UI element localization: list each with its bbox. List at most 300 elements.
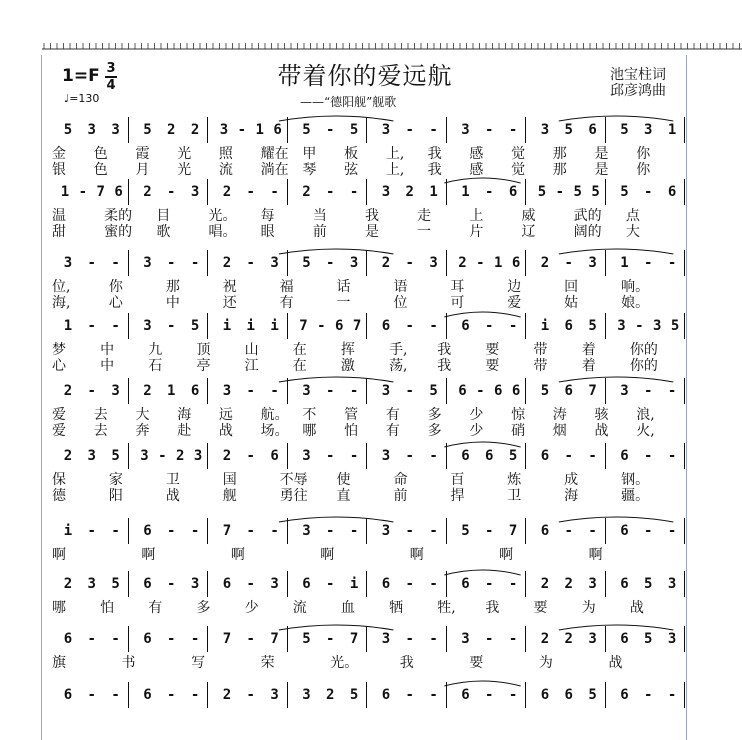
note: 6: [540, 523, 550, 539]
lyric-syllable: 牺: [389, 600, 404, 616]
note: -: [167, 523, 176, 539]
lyric-syllable: 战: [608, 655, 623, 671]
note: -: [349, 448, 359, 464]
note: 6: [143, 523, 152, 539]
lyric-line: [50, 276, 690, 295]
lyric-syllable: 片: [469, 224, 484, 240]
lyric-syllable: 着: [581, 342, 596, 358]
note: -: [349, 523, 359, 539]
lyric-syllable: 威: [521, 208, 536, 224]
lyric-syllable: 上,: [385, 162, 405, 178]
note: 3: [143, 318, 152, 334]
note: 5: [564, 122, 573, 138]
note: -: [326, 576, 335, 592]
note: 5: [508, 448, 518, 464]
note: -: [326, 448, 335, 464]
note: 6: [508, 184, 518, 200]
lyric-syllable: 色: [93, 162, 108, 178]
lyric-syllable: 九: [148, 342, 163, 358]
note: 3: [667, 576, 677, 592]
note: 6: [143, 687, 152, 703]
lyric-syllable: 点: [625, 208, 640, 224]
lyric-syllable: 耀在: [260, 146, 289, 162]
lyric-line: [50, 355, 690, 374]
note: 1: [461, 184, 470, 200]
score-system: [50, 318, 690, 374]
time-bottom: 4: [106, 77, 116, 93]
lyric-line: [50, 469, 690, 488]
lyric-syllable: 甲: [302, 146, 317, 162]
note: 6: [485, 448, 494, 464]
lyric-line: [50, 143, 690, 162]
note: 3: [302, 523, 311, 539]
note: -: [111, 523, 120, 539]
lyric-syllable: 命: [393, 472, 408, 488]
note: 5: [190, 318, 200, 334]
lyric-syllable: 有: [385, 423, 400, 439]
lyric-syllable: 金: [52, 146, 66, 162]
notation-row: [50, 122, 690, 144]
note: -: [667, 255, 677, 271]
note: -: [644, 383, 653, 399]
slur-layer: [50, 678, 686, 688]
note: 5: [302, 631, 311, 647]
lyric-syllable: 航。: [260, 407, 289, 423]
note: 2: [167, 122, 176, 138]
note: 3: [617, 318, 626, 334]
lyric-syllable: 祝: [222, 279, 237, 295]
lyric-line: [50, 159, 690, 178]
lyric-syllable: 光: [177, 146, 192, 162]
lyric-syllable: 你的: [629, 342, 658, 358]
slur-arc: [444, 178, 520, 183]
note: -: [429, 523, 438, 539]
note: 5: [588, 687, 597, 703]
lyric-syllable: 为: [538, 655, 553, 671]
tempo-marking: ♩=130: [64, 92, 100, 105]
note: -: [111, 318, 120, 334]
lyric-syllable: 浪,: [636, 407, 655, 423]
lyric-syllable: 保: [52, 472, 66, 488]
lyric-syllable: 是: [365, 224, 379, 240]
lyric-syllable: 成: [564, 472, 579, 488]
lyric-syllable: 山: [244, 342, 259, 358]
note: -: [111, 687, 120, 703]
lyric-syllable: 蜜的: [104, 224, 133, 240]
note: 3: [302, 687, 311, 703]
note: 3: [222, 383, 232, 399]
lyric-syllable: 石: [148, 358, 163, 374]
lyric-syllable: 福: [279, 279, 294, 295]
note: 3: [143, 255, 152, 271]
lyric-syllable: 啊: [499, 547, 514, 563]
note: -: [326, 122, 335, 138]
note: 6: [190, 383, 200, 399]
note: 6: [461, 576, 470, 592]
composer-credit: 邱彦鸿曲: [610, 83, 666, 99]
lyric-line: [50, 339, 690, 358]
note: 3: [270, 576, 279, 592]
page-left-border: [41, 55, 42, 740]
note: 3: [588, 255, 597, 271]
note: -: [78, 184, 88, 200]
lyric-syllable: 有: [279, 295, 294, 311]
lyric-syllable: 我: [427, 162, 442, 178]
lyric-syllable: 少: [244, 600, 259, 616]
notation-row: [50, 383, 690, 405]
note: 2: [405, 184, 414, 200]
time-signature: [105, 62, 117, 92]
note: 1: [167, 383, 176, 399]
lyric-syllable: 战: [218, 423, 233, 439]
note: -: [87, 255, 96, 271]
note: -: [270, 184, 279, 200]
slur-layer: [50, 309, 686, 319]
note: 3: [190, 576, 200, 592]
note: 3: [381, 448, 391, 464]
lyric-syllable: 牲,: [437, 600, 456, 616]
note: -: [190, 523, 200, 539]
note: 7: [508, 523, 518, 539]
note: 2: [222, 184, 232, 200]
lyric-syllable: 当: [312, 208, 327, 224]
lyric-syllable: 目: [156, 208, 171, 224]
note: -: [485, 318, 494, 334]
lyric-syllable: 前: [393, 488, 408, 504]
lyric-syllable: 怕: [100, 600, 115, 616]
slur-layer: [50, 567, 686, 577]
lyric-syllable: 哪: [302, 423, 317, 439]
note: 6: [564, 687, 573, 703]
note: 2: [222, 255, 232, 271]
lyric-syllable: 场。: [260, 423, 289, 439]
lyric-syllable: 国: [222, 472, 237, 488]
lyric-syllable: 感: [469, 146, 484, 162]
lyric-syllable: 觉: [511, 146, 526, 162]
lyric-syllable: 前: [312, 224, 327, 240]
note: 1: [60, 184, 70, 200]
note: 3: [381, 122, 391, 138]
note: 5: [540, 383, 550, 399]
lyric-syllable: 那: [552, 146, 567, 162]
lyric-syllable: 炼: [507, 472, 522, 488]
note: -: [635, 318, 644, 334]
lyric-syllable: 卫: [165, 472, 180, 488]
note: 3: [461, 122, 470, 138]
slur-arc: [279, 517, 393, 522]
note: 3: [381, 184, 391, 200]
lyric-line: [50, 292, 690, 311]
lyric-syllable: 旗: [52, 655, 66, 671]
lyric-syllable: 在: [292, 358, 307, 374]
score-system: [50, 631, 690, 681]
note: 3: [667, 631, 677, 647]
note: 5: [644, 576, 653, 592]
note: -: [405, 523, 414, 539]
note: -: [564, 448, 573, 464]
note: 7: [352, 318, 362, 334]
note: 6: [511, 255, 521, 271]
lyric-syllable: 中: [100, 342, 115, 358]
note: -: [190, 631, 200, 647]
lyric-syllable: 海: [177, 407, 192, 423]
lyric-syllable: 银: [52, 162, 66, 178]
lyric-syllable: 那: [552, 162, 567, 178]
note: -: [246, 184, 255, 200]
score-system: [50, 184, 690, 240]
note: -: [405, 255, 414, 271]
note: 3: [87, 448, 96, 464]
note: -: [429, 687, 438, 703]
score-system: [50, 122, 690, 178]
note: -: [167, 576, 176, 592]
note: 3: [588, 576, 597, 592]
note: 3: [588, 631, 597, 647]
lyric-syllable: 血: [340, 600, 355, 616]
note: -: [270, 523, 279, 539]
lyric-syllable: 中: [165, 295, 180, 311]
notation-row: [50, 184, 690, 206]
notation-row: [50, 318, 690, 340]
lyric-syllable: 手,: [389, 342, 408, 358]
note: -: [667, 687, 677, 703]
note: 3: [381, 523, 391, 539]
note: 7: [222, 631, 232, 647]
note: 6: [143, 631, 152, 647]
note: 3: [190, 184, 200, 200]
note: 6: [620, 523, 629, 539]
note: 5: [670, 318, 680, 334]
note: -: [405, 122, 414, 138]
lyric-syllable: 勇往: [279, 488, 308, 504]
lyric-syllable: 荣: [260, 655, 275, 671]
note: -: [564, 523, 573, 539]
note: 7: [96, 184, 105, 200]
note: 6: [458, 383, 467, 399]
lyric-syllable: 爱: [52, 423, 66, 439]
note: 1: [429, 184, 438, 200]
note: 2: [540, 631, 550, 647]
note: 3: [644, 122, 653, 138]
note: 2: [143, 383, 152, 399]
lyric-syllable: 海: [564, 488, 579, 504]
note: -: [246, 576, 255, 592]
lyric-syllable: 啊: [409, 547, 424, 563]
note: 2: [540, 255, 550, 271]
time-top: 3: [106, 61, 116, 76]
note: 6: [540, 448, 550, 464]
lyric-syllable: 是: [594, 146, 609, 162]
lyric-syllable: 涛: [552, 407, 567, 423]
note: 6: [334, 318, 344, 334]
note: -: [405, 448, 414, 464]
note: 7: [588, 383, 597, 399]
slur-layer: [50, 514, 686, 524]
note: -: [485, 631, 494, 647]
note: -: [644, 523, 653, 539]
note: -: [87, 318, 96, 334]
lyric-syllable: 板: [344, 146, 359, 162]
note: -: [167, 255, 176, 271]
note: -: [190, 687, 200, 703]
lyric-syllable: 火,: [636, 423, 655, 439]
lyric-syllable: 还: [222, 295, 237, 311]
notation-row: [50, 523, 690, 545]
lyric-syllable: 要: [469, 655, 484, 671]
lyric-line: [50, 544, 690, 563]
slur-arc: [444, 570, 520, 575]
note: 3: [270, 255, 279, 271]
note: 2: [143, 184, 152, 200]
note: 6: [564, 383, 573, 399]
lyric-syllable: 大: [625, 224, 640, 240]
note: -: [326, 631, 335, 647]
lyric-syllable: 书: [121, 655, 136, 671]
note: 6: [620, 687, 629, 703]
lyric-syllable: 光: [177, 162, 192, 178]
note: i: [349, 576, 359, 592]
note: -: [246, 383, 255, 399]
note: -: [485, 523, 494, 539]
lyric-syllable: 每: [260, 208, 275, 224]
slur-layer: [50, 622, 686, 632]
lyric-syllable: 可: [450, 295, 465, 311]
note: 5: [63, 122, 73, 138]
note: 5: [111, 576, 120, 592]
note: 5: [461, 523, 470, 539]
notation-row: [50, 687, 690, 709]
note: 2: [381, 255, 391, 271]
lyric-syllable: 奔: [135, 423, 150, 439]
note: 3: [63, 255, 73, 271]
note: 2: [63, 448, 73, 464]
lyric-syllable: 啊: [141, 547, 156, 563]
note: -: [588, 448, 597, 464]
note: -: [485, 184, 494, 200]
note: -: [476, 255, 485, 271]
lyric-syllable: 光。: [208, 208, 237, 224]
note: 6: [461, 318, 470, 334]
note: 5: [620, 184, 629, 200]
note: 2: [302, 184, 311, 200]
lyric-syllable: 使: [336, 472, 351, 488]
note: -: [87, 687, 96, 703]
note: 2: [458, 255, 467, 271]
note: -: [429, 122, 438, 138]
note: i: [540, 318, 550, 334]
lyric-syllable: 我: [437, 342, 452, 358]
lyric-syllable: 激: [340, 358, 355, 374]
note: -: [349, 383, 359, 399]
note: -: [167, 631, 176, 647]
lyric-syllable: 啊: [52, 547, 66, 563]
lyric-syllable: 上,: [385, 146, 405, 162]
lyric-syllable: 少: [469, 423, 484, 439]
note: -: [476, 383, 485, 399]
lyric-syllable: 位: [393, 295, 408, 311]
note: 5: [302, 122, 311, 138]
lyric-syllable: 江: [244, 358, 259, 374]
lyric-syllable: 温: [52, 208, 66, 224]
note: 2: [175, 448, 185, 464]
note: 5: [588, 318, 597, 334]
note: 1: [667, 122, 677, 138]
note: 5: [429, 383, 438, 399]
lyric-syllable: 多: [196, 600, 211, 616]
note: 3: [540, 122, 550, 138]
lyric-syllable: 走: [417, 208, 432, 224]
note: -: [326, 383, 335, 399]
note: 6: [381, 576, 391, 592]
lyric-syllable: 你: [636, 162, 651, 178]
slur-layer: [50, 439, 686, 449]
note: 3: [219, 122, 229, 138]
score-system: [50, 576, 690, 626]
notation-row: [50, 631, 690, 653]
lyric-syllable: 直: [336, 488, 351, 504]
notation-row: [50, 255, 690, 277]
lyric-syllable: 弦: [344, 162, 359, 178]
lyricist-credit: 池宝柱词: [610, 67, 666, 83]
note: -: [326, 255, 335, 271]
note: 3: [111, 383, 120, 399]
slur-arc: [444, 681, 520, 686]
slur-arc: [559, 249, 673, 254]
note: 6: [222, 576, 232, 592]
note: -: [644, 255, 653, 271]
note: 6: [588, 122, 597, 138]
lyric-syllable: 流: [292, 600, 307, 616]
lyric-syllable: 你的: [629, 358, 658, 374]
lyric-syllable: 你: [108, 279, 123, 295]
note: -: [246, 255, 255, 271]
note: -: [485, 576, 494, 592]
lyric-syllable: 要: [485, 342, 500, 358]
note: -: [405, 576, 414, 592]
lyric-syllable: 光。: [330, 655, 359, 671]
note: -: [508, 318, 518, 334]
lyric-syllable: 捍: [450, 488, 465, 504]
note: -: [429, 576, 438, 592]
note: -: [667, 383, 677, 399]
note: -: [317, 318, 326, 334]
slur-layer: [50, 374, 686, 384]
note: i: [246, 318, 255, 334]
note: 6: [273, 122, 282, 138]
note: 3: [620, 383, 629, 399]
slur-arc: [279, 625, 393, 630]
top-ruler: [42, 40, 742, 50]
lyric-syllable: 亭: [196, 358, 211, 374]
note: -: [326, 523, 335, 539]
note: 6: [511, 383, 521, 399]
slur-layer: [50, 246, 686, 256]
lyric-syllable: 多: [427, 423, 442, 439]
note: 6: [620, 448, 629, 464]
note: 2: [540, 576, 550, 592]
lyric-syllable: 阳: [108, 488, 123, 504]
lyric-line: [50, 404, 690, 423]
note: 1: [255, 122, 264, 138]
slur-arc: [559, 517, 673, 522]
lyric-line: [50, 597, 690, 616]
lyric-syllable: 心: [52, 358, 66, 374]
note: -: [555, 184, 565, 200]
note: 6: [461, 687, 470, 703]
slur-arc: [279, 116, 393, 121]
note: 3: [381, 383, 391, 399]
note: -: [405, 687, 414, 703]
